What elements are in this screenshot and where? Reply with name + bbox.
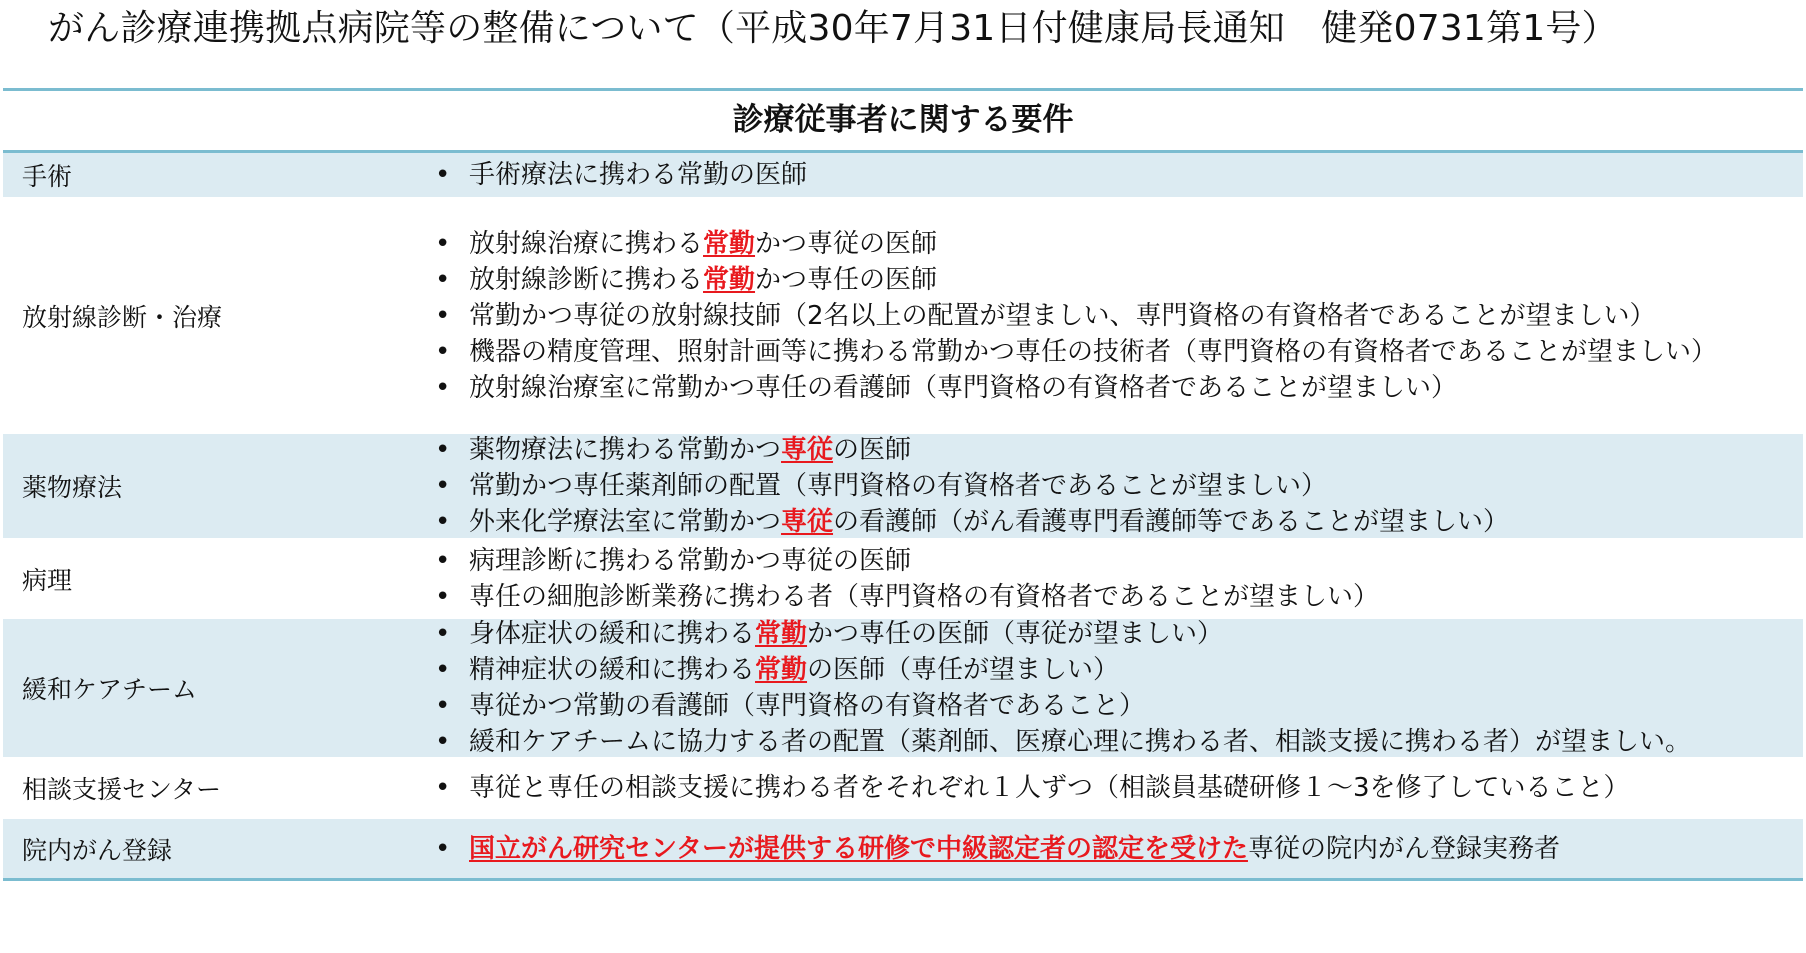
row-label: 院内がん登録: [22, 835, 173, 865]
table-row: [3, 760, 1803, 819]
table-row: [3, 619, 1803, 760]
table-row: [3, 541, 1803, 619]
item-text: かつ専任の医師: [755, 264, 938, 295]
item-text: 薬物療法に携わる常勤かつ: [469, 435, 782, 465]
item-text: 外来化学療法室に常勤かつ: [469, 507, 782, 537]
list-item: [423, 688, 1791, 724]
list-item: [423, 226, 1791, 262]
requirement-list: [423, 157, 1803, 193]
item-text: 手術療法に携わる常勤の医師: [469, 160, 808, 190]
highlighted-text: 常勤: [703, 264, 756, 295]
row-label: 緩和ケアチーム: [22, 675, 198, 704]
table-row: [3, 434, 1803, 541]
highlighted-text: 常勤: [703, 228, 756, 259]
highlighted-text: 常勤: [755, 619, 808, 649]
table-row: [3, 819, 1803, 878]
requirement-list: [423, 226, 1803, 406]
table-heading: 診療従事者に関する要件: [3, 91, 1803, 153]
requirements-table: [3, 88, 1803, 881]
item-text: の医師: [833, 435, 912, 465]
item-text: 放射線治療に携わる: [469, 228, 704, 259]
requirement-list: [423, 432, 1803, 540]
item-text: かつ専従の医師: [755, 228, 938, 259]
requirement-list: [423, 543, 1803, 615]
list-item: [423, 468, 1791, 504]
item-text: 放射線治療室に常勤かつ専任の看護師（専門資格の有資格者であることが望ましい）: [469, 372, 1458, 403]
table-row: [3, 200, 1803, 434]
row-label: 手術: [22, 162, 73, 191]
row-label: 相談支援センター: [22, 775, 222, 804]
highlighted-text: 専従: [781, 435, 834, 465]
requirement-list: [423, 831, 1803, 867]
table-row: [3, 153, 1803, 200]
row-label: 病理: [22, 565, 73, 595]
list-item: [423, 334, 1791, 370]
list-item: [423, 157, 1791, 193]
list-item: [423, 724, 1791, 760]
list-item: [423, 579, 1791, 615]
item-text: の看護師（がん看護専門看護師等であることが望ましい）: [833, 507, 1510, 537]
page-title: がん診療連携拠点病院等の整備について（平成30年7月31日付健康局長通知 健発0731第1号）: [48, 8, 1618, 49]
list-item: [423, 652, 1791, 688]
item-text: 常勤かつ専任薬剤師の配置（専門資格の有資格者であることが望ましい）: [469, 471, 1328, 501]
item-text: 専任の細胞診断業務に携わる者（専門資格の有資格者であることが望ましい）: [469, 581, 1380, 612]
table-body: [3, 153, 1803, 878]
highlighted-text: 国立がん研究センターが提供する研修で中級認定者の認定を受けた: [469, 833, 1248, 864]
requirement-list: [423, 770, 1803, 806]
item-text: 病理診断に携わる常勤かつ専従の医師: [469, 545, 912, 576]
item-text: 専従と専任の相談支援に携わる者をそれぞれ１人ずつ（相談員基礎研修１～3を修了していること）: [469, 773, 1630, 803]
list-item: [423, 298, 1791, 334]
item-text: の医師（専任が望ましい）: [807, 655, 1120, 685]
requirement-list: [423, 616, 1803, 760]
item-text: 緩和ケアチームに協力する者の配置（薬剤師、医療心理に携わる者、相談支援に携わる者）が望ましい。: [469, 727, 1692, 757]
item-text: 機器の精度管理、照射計画等に携わる常勤かつ専任の技術者（専門資格の有資格者であることが望ましい）: [469, 336, 1718, 367]
item-text: 放射線診断に携わる: [469, 264, 704, 295]
highlighted-text: 専従: [781, 507, 834, 537]
list-item: [423, 831, 1791, 867]
list-item: [423, 770, 1791, 806]
list-item: [423, 370, 1791, 406]
list-item: [423, 432, 1791, 468]
item-text: 常勤かつ専従の放射線技師（2名以上の配置が望ましい、専門資格の有資格者であることが望ましい）: [469, 300, 1656, 331]
item-text: 身体症状の緩和に携わる: [469, 619, 756, 649]
list-item: [423, 543, 1791, 579]
list-item: [423, 262, 1791, 298]
item-text: かつ専任の医師（専従が望ましい）: [807, 619, 1224, 649]
row-label: 放射線診断・治療: [22, 302, 223, 332]
item-text: 専従かつ常勤の看護師（専門資格の有資格者であること）: [469, 691, 1146, 721]
list-item: [423, 616, 1791, 652]
list-item: [423, 504, 1791, 540]
item-text: 専従の院内がん登録実務者: [1247, 833, 1560, 864]
highlighted-text: 常勤: [755, 655, 808, 685]
row-label: 薬物療法: [22, 473, 123, 502]
item-text: 精神症状の緩和に携わる: [469, 655, 756, 685]
